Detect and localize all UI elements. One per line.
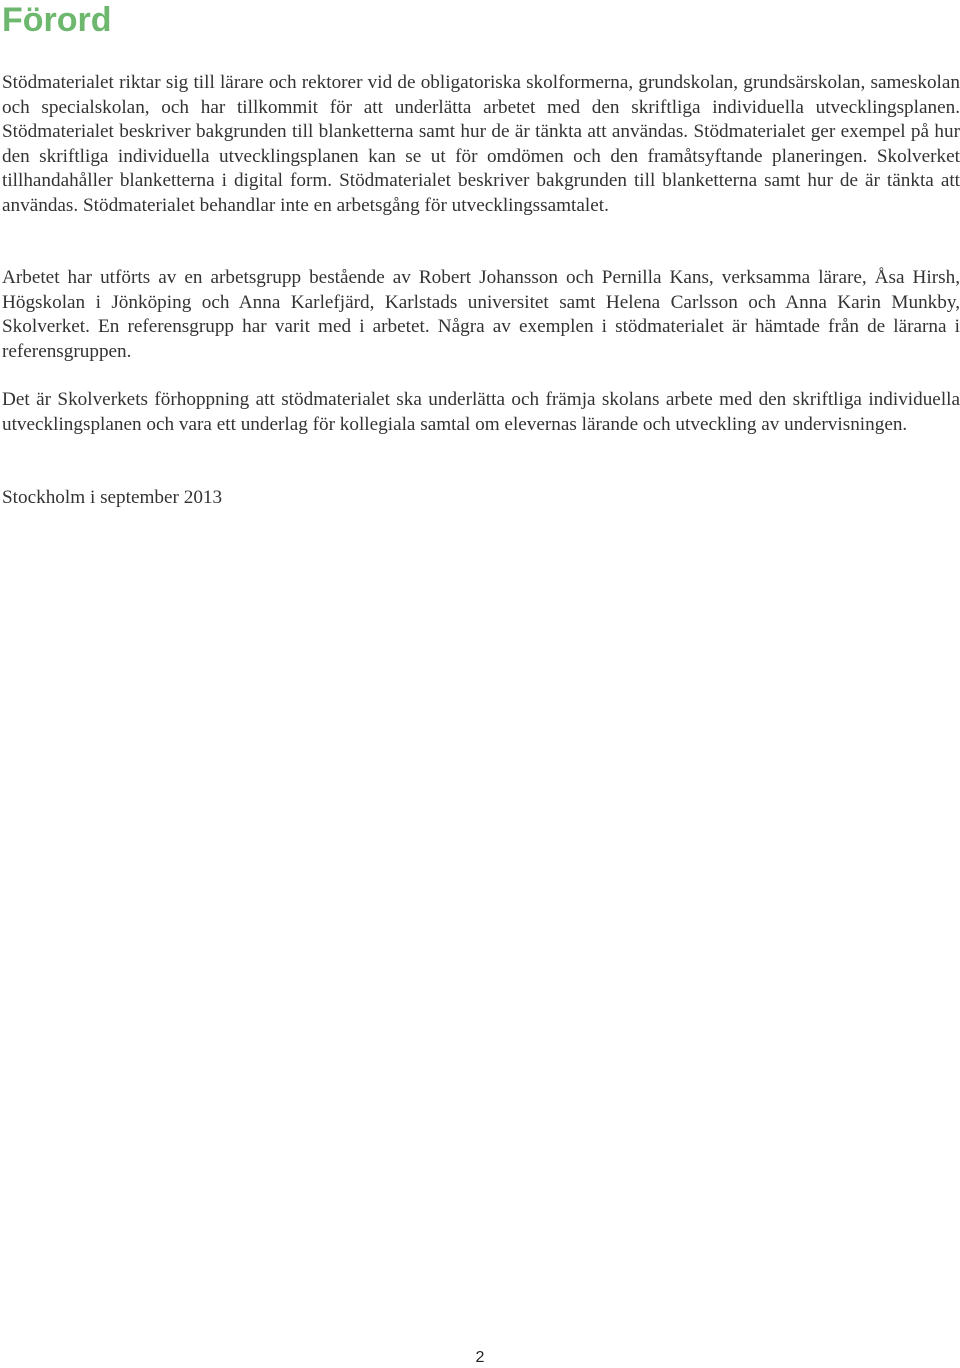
page-title: Förord — [2, 1, 112, 39]
paragraph-working-group: Arbetet har utförts av en arbetsgrupp bestående av Robert Johansson och Pernilla Kans, verksamma lärare, Åsa Hirsh, Högskolan i Jönköping och Anna Karlefjärd, Karlstads universitet samt Helena Carlsson och Anna Karin Munkby, Skolverket. En referensgrupp har varit med i arbetet. Några av exemplen i stödmaterialet är hämtade från de lärarna i referensgruppen. — [2, 267, 960, 362]
paragraph-intro: Stödmaterialet riktar sig till lärare och rektorer vid de obligatoriska skolformerna, grundskolan, grundsärskolan, sameskolan och specialskolan, och har tillkommit för att underlätta arbetet med den skriftliga individuella utvecklingsplanen. Stödmaterialet beskriver bakgrunden till blanketterna samt hur de är tänkta att användas. Stödmaterialet ger exempel på hur den skriftliga individuella utvecklingsplanen kan se ut för omdömen och den framåtsyftande planeringen. Skolverket tillhandahåller blanketterna i digital form. Stödmaterialet beskriver bakgrunden till blanketterna samt hur de är tänkta att användas. Stödmaterialet behandlar inte en arbetsgång för utvecklingssamtalet. — [2, 72, 960, 216]
paragraph-hope: Det är Skolverkets förhoppning att stödmaterialet ska underlätta och främja skolans arbete med den skriftliga individuella utvecklingsplanen och vara ett underlag för kollegiala samtal om elevernas lärande och utveckling av undervisningen. — [2, 389, 960, 435]
page-number: 2 — [475, 1349, 485, 1366]
place-and-date: Stockholm i september 2013 — [2, 487, 223, 508]
